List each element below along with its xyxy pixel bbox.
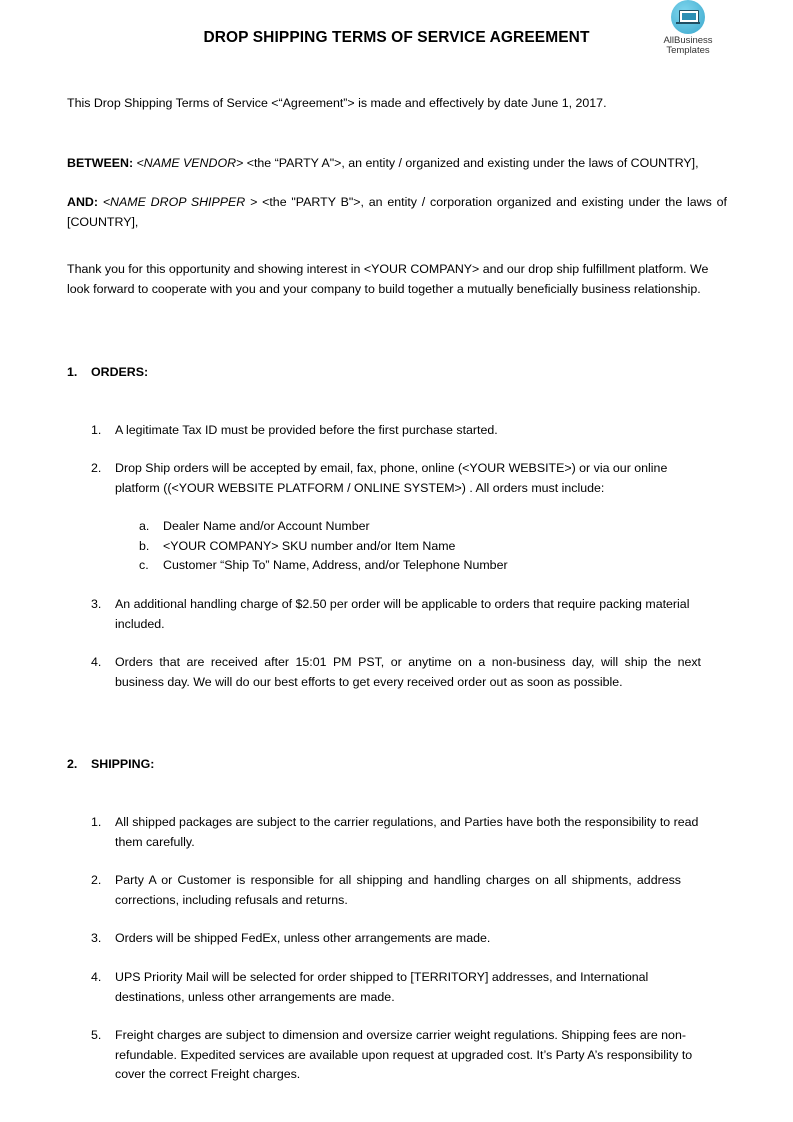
list-item-number: 1. xyxy=(91,815,102,829)
list-item-text: Orders that are received after 15:01 PM PST, or anytime on a non-business day, will ship the next business day. We will do our best efforts to get every received order out as soon as possible. xyxy=(115,655,701,689)
sub-item-letter: a. xyxy=(139,519,150,533)
list-item-text: Party A or Customer is responsible for all shipping and handling charges on all shipments, address corrections, including refusals and returns. xyxy=(115,873,681,907)
list-item-text: Drop Ship orders will be accepted by email, fax, phone, online (<YOUR WEBSITE>) or via our online platform ((<YOUR WEBSITE PLATFORM / ONLINE SYSTEM>) . All orders must include: xyxy=(115,461,668,495)
sub-item-text: Customer “Ship To” Name, Address, and/or Telephone Number xyxy=(163,558,508,572)
sub-item-letter: b. xyxy=(139,539,150,553)
list-item-number: 1. xyxy=(91,423,102,437)
section-heading-orders xyxy=(67,363,148,383)
and-paragraph xyxy=(67,193,727,232)
document-title: DROP SHIPPING TERMS OF SERVICE AGREEMENT xyxy=(203,29,590,46)
vendor-name: <NAME VENDOR> xyxy=(136,156,244,170)
section-title: SHIPPING: xyxy=(91,757,155,771)
list-item-number: 3. xyxy=(91,597,102,611)
list-item xyxy=(91,595,701,634)
list-item-text: UPS Priority Mail will be selected for order shipped to [TERRITORY] addresses, and International destinations, unless other arrangements are made. xyxy=(115,970,649,1004)
list-item xyxy=(91,1026,703,1085)
section-number: 1. xyxy=(67,365,78,379)
list-item-text: An additional handling charge of $2.50 per order will be applicable to orders that require packing material included. xyxy=(115,597,690,631)
sub-list-item xyxy=(139,556,699,576)
sub-list-item xyxy=(139,517,699,537)
section-heading-shipping xyxy=(67,755,154,775)
logo-text-line2: Templates xyxy=(666,45,710,56)
list-item-number: 4. xyxy=(91,655,102,669)
sub-item-letter: c. xyxy=(139,558,149,572)
sub-item-text: Dealer Name and/or Account Number xyxy=(163,519,370,533)
company-logo xyxy=(660,0,716,56)
section-number: 2. xyxy=(67,757,78,771)
between-paragraph xyxy=(67,154,737,174)
between-text: <the “PARTY A">, an entity / organized and existing under the laws of COUNTRY], xyxy=(243,156,699,170)
list-item-text: Orders will be shipped FedEx, unless other arrangements are made. xyxy=(115,931,491,945)
intro-paragraph: This Drop Shipping Terms of Service <“Agreement”> is made and effectively by date June 1, 2017. xyxy=(67,96,607,110)
and-label: AND: xyxy=(67,195,98,209)
list-item xyxy=(91,813,721,852)
list-item xyxy=(91,653,701,692)
list-item xyxy=(91,968,696,1007)
list-item-number: 4. xyxy=(91,970,102,984)
sub-list-item xyxy=(139,537,699,557)
list-item-text: Freight charges are subject to dimension and oversize carrier weight regulations. Shipping fees are non-refundable. Expedited services are available upon request at upgraded cost. It’s Party A’s responsibility to cover the correct Freight charges. xyxy=(115,1028,693,1081)
list-item-number: 3. xyxy=(91,931,102,945)
drop-shipper-name: <NAME DROP SHIPPER > xyxy=(102,195,258,209)
list-item xyxy=(91,929,701,949)
list-item-text: All shipped packages are subject to the carrier regulations, and Parties have both the responsibility to read them carefully. xyxy=(115,815,699,849)
list-item xyxy=(91,421,701,441)
thanks-paragraph: Thank you for this opportunity and showing interest in <YOUR COMPANY> and our drop ship fulfillment platform. We look forward to cooperate with you and your company to build together a mutually beneficially business relationship. xyxy=(67,262,709,296)
and-text: <the "PARTY B">, an entity / corporation organized and existing under the laws of [COUNTRY], xyxy=(67,195,727,229)
list-item-number: 2. xyxy=(91,461,102,475)
list-item-text: A legitimate Tax ID must be provided before the first purchase started. xyxy=(115,423,498,437)
logo-text-line1: AllBusiness xyxy=(663,35,713,46)
sub-item-text: <YOUR COMPANY> SKU number and/or Item Name xyxy=(163,539,456,553)
list-item-number: 5. xyxy=(91,1028,102,1042)
section-title: ORDERS: xyxy=(91,365,149,379)
between-label: BETWEEN: xyxy=(67,156,134,170)
list-item-number: 2. xyxy=(91,873,102,887)
list-item xyxy=(91,459,701,498)
list-item xyxy=(91,871,681,910)
laptop-icon xyxy=(671,0,705,34)
